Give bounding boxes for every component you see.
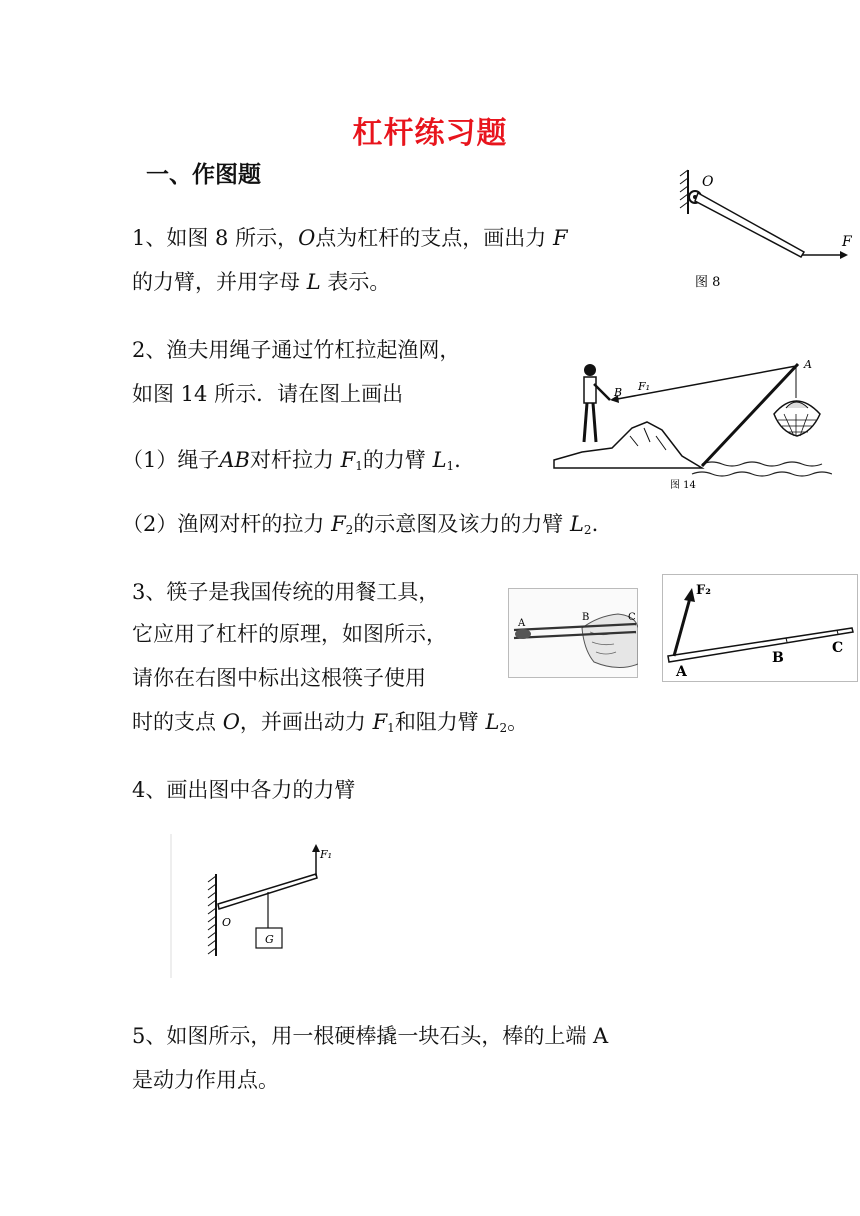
q3-text: 时的支点 xyxy=(132,710,216,734)
fig14-label-b: B xyxy=(614,386,623,399)
q2-text: . xyxy=(454,448,461,472)
q2-text: 的力臂 xyxy=(362,448,426,472)
q1-var-o: O xyxy=(298,226,316,250)
page-title: 杠杆练习题 xyxy=(352,116,508,151)
q3-text: 。 xyxy=(507,710,529,734)
fig8-label-o: O xyxy=(702,174,714,190)
q2-line1: 2、渔夫用绳子通过竹杠拉起渔网， xyxy=(132,338,461,362)
q2-sub: 1 xyxy=(446,459,455,473)
q2-text: . xyxy=(591,512,599,536)
q3-line4 xyxy=(132,708,528,742)
q2-text: （1）绳子 xyxy=(122,448,220,472)
fig14-caption: 图 14 xyxy=(670,480,696,491)
photo-label-a: A xyxy=(518,618,526,629)
q2-item2 xyxy=(122,510,598,544)
q1-text: 表示。 xyxy=(327,270,391,294)
q3-line2: 它应用了杠杆的原理，如图所示， xyxy=(132,622,447,646)
fig8-caption: 图 8 xyxy=(695,275,721,290)
diagram-label-c: C xyxy=(832,640,844,656)
fig14-label-f1: F₁ xyxy=(638,380,651,393)
q1-text: 1、如图 8 所示， xyxy=(132,226,299,250)
q5-line1: 5、如图所示，用一根硬棒撬一块石头，棒的上端 A xyxy=(132,1024,609,1048)
photo-label-c: C xyxy=(628,612,636,623)
q4-label-f1: F₁ xyxy=(320,848,333,861)
q3-text: ，并画出动力 xyxy=(239,710,366,734)
diagram-label-a: A xyxy=(676,664,687,680)
q1-var-l: L xyxy=(306,270,321,294)
q3-sub: 1 xyxy=(387,721,395,735)
q2-sub: 2 xyxy=(583,523,592,537)
q3-line1: 3、筷子是我国传统的用餐工具， xyxy=(132,580,440,604)
q1-var-f: F xyxy=(552,226,568,250)
figure-8 xyxy=(668,166,856,296)
figure-14 xyxy=(552,356,832,492)
fig14-label-a: A xyxy=(804,358,812,371)
q3-line3: 请你在右图中标出这根筷子使用 xyxy=(132,666,426,690)
q4-line1: 4、画出图中各力的力臂 xyxy=(132,778,356,802)
q3-sub: 2 xyxy=(499,721,508,735)
q1-text: 的力臂，并用字母 xyxy=(132,270,300,294)
q2-text: 的示意图及该力的力臂 xyxy=(353,512,564,536)
q1-line2 xyxy=(132,268,390,296)
diagram-label-f2: F₂ xyxy=(696,583,711,598)
q2-item1 xyxy=(122,446,461,480)
diagram-label-b: B xyxy=(772,650,784,666)
q2-sub: 1 xyxy=(355,459,363,473)
q3-var-o: O xyxy=(222,710,240,734)
q2-var-l2: L xyxy=(569,512,584,536)
chopstick-diagram xyxy=(662,574,858,682)
q3-text: 和阻力臂 xyxy=(394,710,479,734)
chopsticks-photo xyxy=(508,588,638,678)
q5-line2: 是动力作用点。 xyxy=(132,1068,279,1092)
q2-var-l1: L xyxy=(432,448,447,472)
q3-var-l2: L xyxy=(485,710,500,734)
q2-var-ab: AB xyxy=(219,448,250,472)
q1-line1 xyxy=(132,224,568,252)
q4-label-g: G xyxy=(265,933,274,946)
photo-label-b: B xyxy=(582,612,590,623)
figure-lever-q4 xyxy=(170,834,370,978)
q2-var-f1: F xyxy=(340,448,356,472)
q2-text: （2）渔网对杆的拉力 xyxy=(122,512,325,536)
q1-text: 点为杠杆的支点，画出力 xyxy=(315,226,547,250)
q2-text: 对杆拉力 xyxy=(249,448,334,472)
q2-sub: 2 xyxy=(345,523,354,537)
fig8-label-f: F xyxy=(842,234,852,250)
section-heading: 一、作图题 xyxy=(146,162,261,188)
q2-var-f2: F xyxy=(331,512,346,536)
q3-var-f1: F xyxy=(372,710,388,734)
q2-line2: 如图 14 所示．请在图上画出 xyxy=(132,382,404,406)
q4-label-o: O xyxy=(222,916,232,929)
